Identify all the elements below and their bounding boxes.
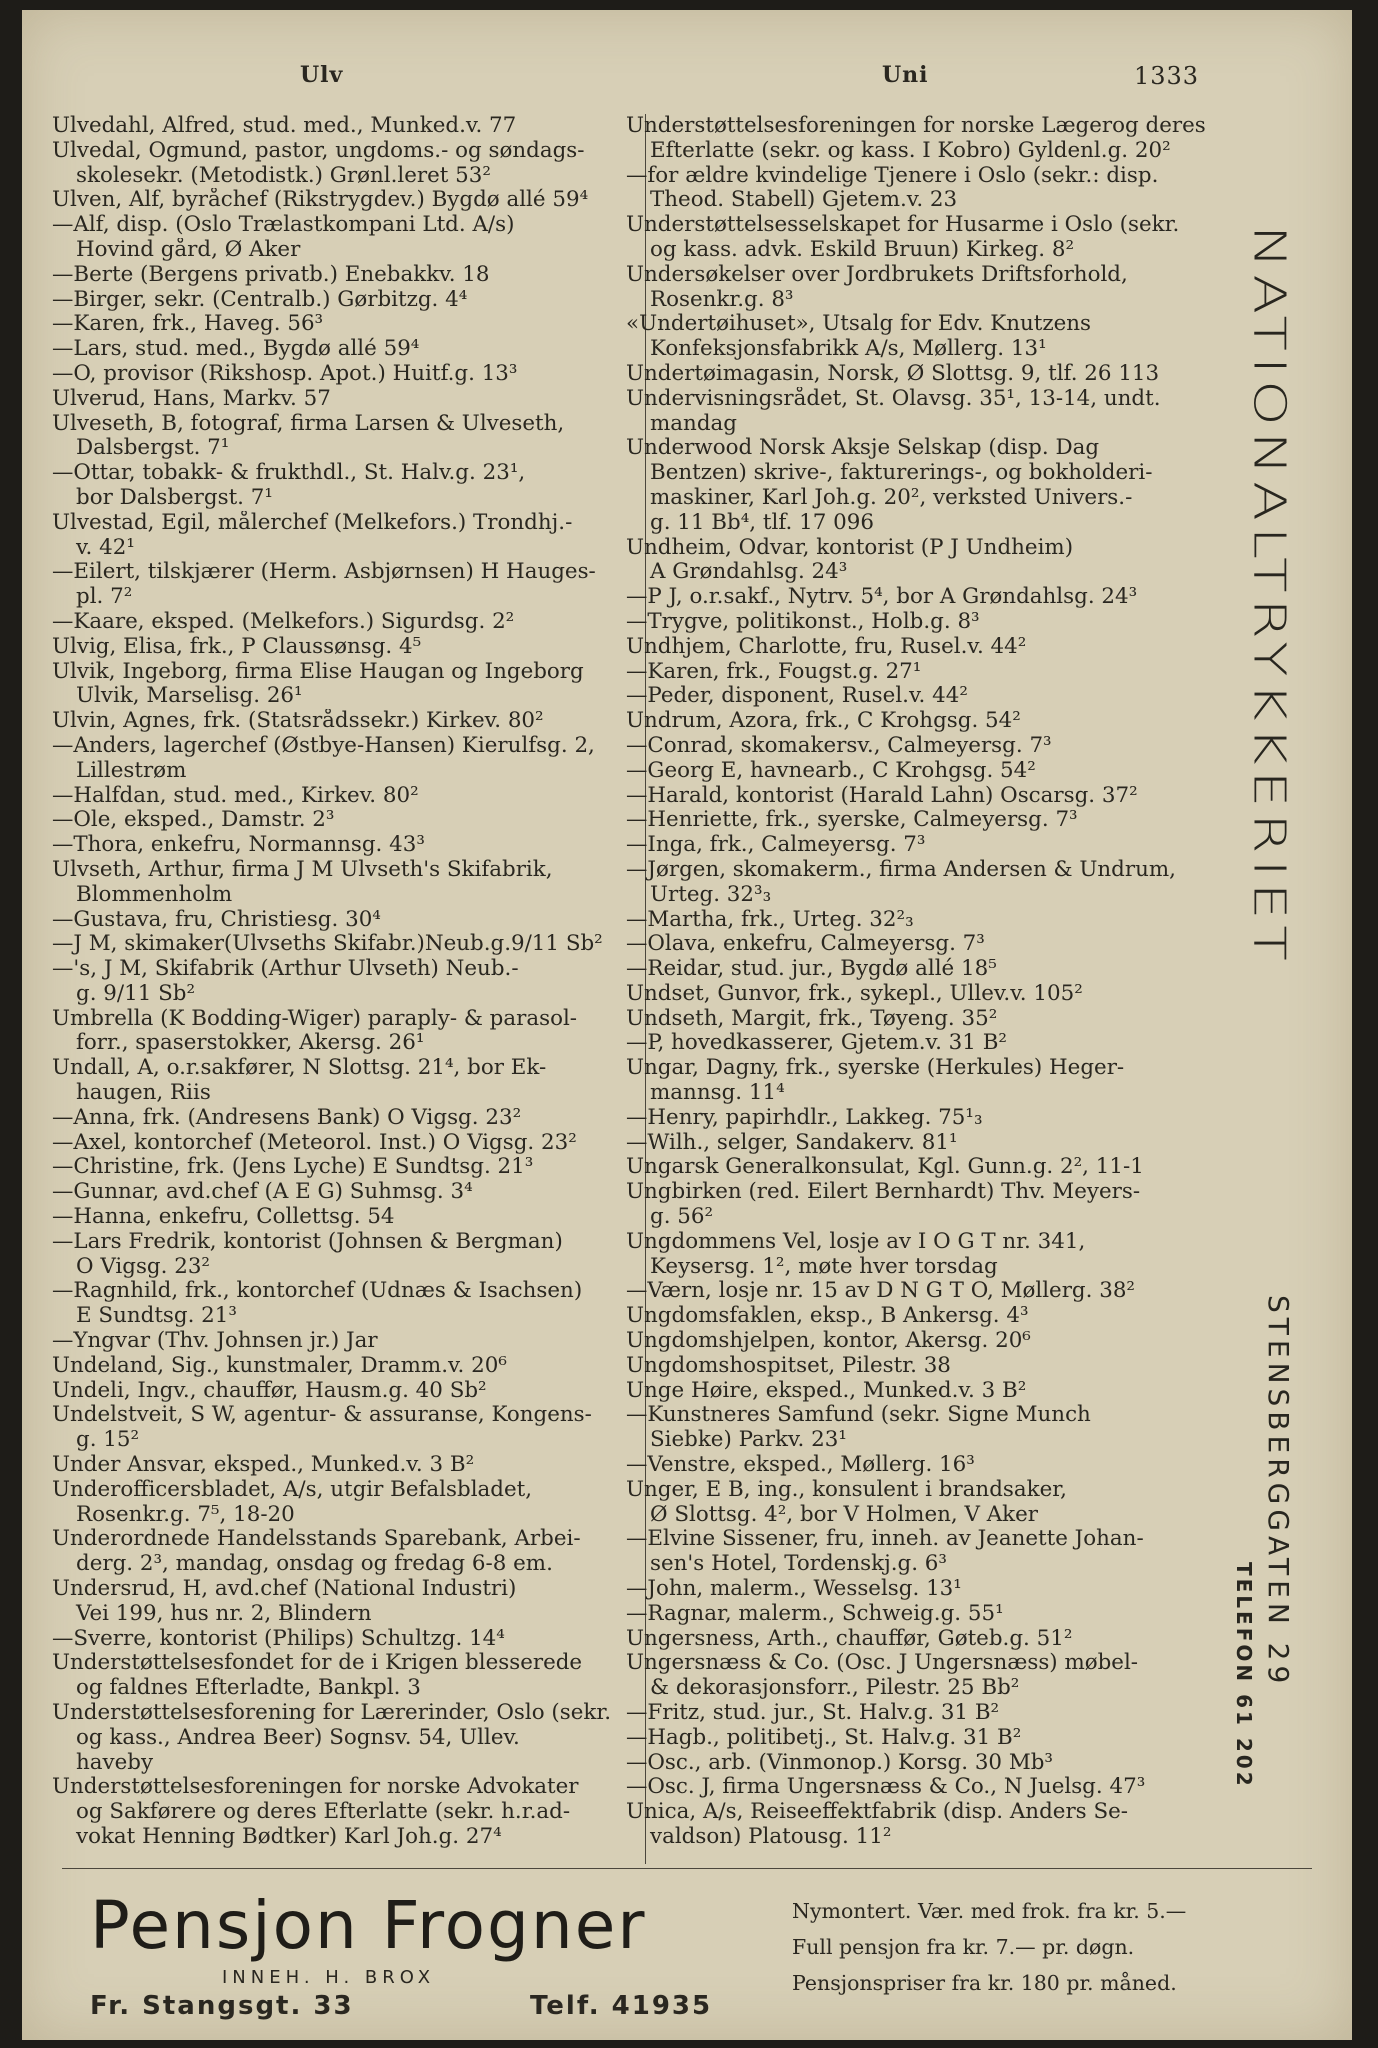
entry-line: Undeli, Ingv., chauffør, Hausm.g. 40 Sb² [52, 1378, 487, 1403]
entry-line: haveby [76, 1750, 154, 1775]
printer-phone-vertical: TELEFON 61 202 [1232, 1562, 1256, 1789]
advertisement [62, 1868, 1312, 2019]
entry-line: Rosenkr.g. 7⁵, 18-20 [76, 1502, 295, 1527]
directory-entry [626, 114, 1206, 164]
directory-entry [52, 734, 639, 784]
entry-line: Rosenkr.g. 8³ [650, 287, 794, 312]
directory-entry [52, 412, 639, 462]
directory-entry [52, 858, 639, 908]
directory-entry [626, 1056, 1206, 1106]
directory-entry [626, 436, 1206, 535]
entry-line: —Harald, kontorist (Harald Lahn) Oscarsg. 37² [626, 783, 1138, 808]
directory-entry [626, 1155, 1206, 1180]
directory-entry [52, 1577, 639, 1627]
entry-line: —Ragnhild, frk., kontorchef (Udnæs & Isachsen) [52, 1279, 583, 1304]
directory-entry [52, 1329, 639, 1354]
entry-line: Keysersg. 1², møte hver torsdag [650, 1254, 998, 1279]
directory-entry [626, 387, 1206, 437]
printer-name-vertical: NATIONALTRYKKERIET [1244, 225, 1295, 967]
printer-street-vertical: STENSBERGGATEN 29 [1262, 1295, 1295, 1689]
directory-entry [626, 1279, 1206, 1304]
entry-line: Blommenholm [76, 882, 233, 907]
directory-entry [626, 684, 1206, 709]
directory-entry [52, 1056, 639, 1106]
directory-entry [626, 833, 1206, 858]
entry-line: Ø Slottsg. 4², bor V Holmen, V Aker [650, 1502, 1039, 1527]
directory-entry [52, 784, 639, 809]
entry-line: —Trygve, politikonst., Holb.g. 8³ [626, 609, 980, 634]
entry-line: —Værn, losje nr. 15 av D N G T O, Møllerg. 38² [626, 1279, 1136, 1304]
directory-entry [626, 263, 1206, 313]
directory-entry [626, 1775, 1206, 1800]
directory-entry [52, 957, 639, 1007]
directory-entry [52, 1701, 639, 1775]
directory-entry [626, 1627, 1206, 1652]
entry-line: —O, provisor (Rikshosp. Apot.) Huitf.g. 13³ [52, 361, 518, 386]
ad-address: Fr. Stangsgt. 33 [90, 1991, 354, 2021]
directory-entry [52, 560, 639, 610]
entry-line: —Osc., arb. (Vinmonop.) Korsg. 30 Mb³ [626, 1750, 1054, 1775]
directory-entry [626, 1180, 1206, 1230]
directory-entry [626, 213, 1206, 263]
entry-line: Bentzen) skrive-, fakturerings-, og bokholderi- [650, 461, 1153, 486]
entry-line: Ulvin, Agnes, frk. (Statsrådssekr.) Kirkev. 80² [52, 709, 544, 734]
entry-line: —Lars Fredrik, kontorist (Johnsen & Bergman) [52, 1229, 563, 1254]
entry-line: Ulvedal, Ogmund, pastor, ungdoms.- og søndags- [52, 138, 585, 163]
entry-line: derg. 2³, mandag, onsdag og fredag 6-8 em. [76, 1552, 553, 1577]
entry-line: Unica, A/s, Reiseeffektfabrik (disp. Anders Se- [626, 1800, 1128, 1825]
entry-line: mannsg. 11⁴ [650, 1081, 785, 1106]
directory-entry [626, 908, 1206, 933]
entry-line: Ulvig, Elisa, frk., P Claussønsg. 4⁵ [52, 634, 422, 659]
directory-entry [626, 759, 1206, 784]
directory-entry [52, 1205, 639, 1230]
entry-line: —Lars, stud. med., Bygdø allé 59⁴ [52, 337, 420, 362]
directory-entry [626, 1478, 1206, 1528]
directory-entry [52, 908, 639, 933]
entry-line: Under Ansvar, eksped., Munked.v. 3 B² [52, 1453, 475, 1478]
entry-line: —Eilert, tilskjærer (Herm. Asbjørnsen) H Hauges- [52, 560, 596, 585]
entry-line: Undseth, Margit, frk., Tøyeng. 35² [626, 1006, 998, 1031]
entry-line: Undelstveit, S W, agentur- & assuranse, Kongens- [52, 1403, 592, 1428]
entry-line: Ungersness, Arth., chauffør, Gøteb.g. 51² [626, 1626, 1073, 1651]
entry-line: g. 56² [650, 1205, 714, 1230]
directory-entry [52, 1155, 639, 1180]
directory-entry [52, 139, 639, 189]
directory-entry [52, 1279, 639, 1329]
entry-line: Undall, A, o.r.sakfører, N Slottsg. 21⁴, bor Ek- [52, 1056, 547, 1081]
entry-line: —Kaare, eksped. (Melkefors.) Sigurdsg. 2² [52, 609, 515, 634]
entry-line: sen's Hotel, Tordenskj.g. 6³ [650, 1552, 947, 1577]
entry-line: Vei 199, hus nr. 2, Blindern [76, 1601, 372, 1626]
ad-rate-line: Nymontert. Vær. med frok. fra kr. 5.— [792, 1899, 1187, 1923]
directory-entry [52, 1651, 639, 1701]
entry-line: Ungarsk Generalkonsulat, Kgl. Gunn.g. 2², 11-1 [626, 1155, 1144, 1180]
directory-entry [52, 1453, 639, 1478]
entry-line: Undset, Gunvor, frk., sykepl., Ullev.v. 105² [626, 981, 1083, 1006]
entry-line: Ungersnæss & Co. (Osc. J Ungersnæss) møbel- [626, 1651, 1139, 1676]
directory-entry [626, 932, 1206, 957]
entry-line: Ulven, Alf, byråchef (Rikstrygdev.) Bygdø allé 59⁴ [52, 188, 589, 213]
directory-entry [52, 1403, 639, 1453]
entry-line: Undervisningsrådet, St. Olavsg. 35¹, 13-14, undt. [626, 386, 1161, 411]
entry-line: bor Dalsbergst. 7¹ [76, 485, 273, 510]
header-left-keyword: Ulv [300, 62, 344, 88]
directory-entry [626, 1379, 1206, 1404]
entry-line: og kass., Andrea Beer) Sognsv. 54, Ullev. [76, 1725, 520, 1750]
entry-line: Undheim, Odvar, kontorist (P J Undheim) [626, 535, 1074, 560]
entry-line: Ungar, Dagny, frk., syerske (Herkules) Heger- [626, 1056, 1125, 1081]
entry-line: v. 42¹ [76, 535, 135, 560]
entry-line: Dalsbergst. 7¹ [76, 436, 230, 461]
directory-entry [52, 932, 639, 957]
directory-entry [626, 957, 1206, 982]
entry-line: —Yngvar (Thv. Johnsen jr.) Jar [52, 1329, 378, 1354]
page-number: 1333 [1134, 62, 1200, 90]
entry-line: Undersøkelser over Jordbrukets Driftsforhold, [626, 262, 1128, 287]
entry-line: —Conrad, skomakersv., Calmeyersg. 7³ [626, 733, 1052, 758]
directory-entry [626, 610, 1206, 635]
left-column [52, 114, 646, 1864]
entry-line: —Inga, frk., Calmeyersg. 7³ [626, 833, 926, 858]
entry-line: Ungdomsfaklen, eksp., B Ankersg. 4³ [626, 1304, 1029, 1329]
directory-entry [52, 1131, 639, 1156]
ad-phone: Telf. 41935 [530, 1991, 713, 2021]
entry-line: «Undertøihuset», Utsalg for Edv. Knutzens [626, 312, 1092, 337]
directory-entry [626, 164, 1206, 214]
entry-line: —Thora, enkefru, Normannsg. 43³ [52, 833, 425, 858]
directory-entry [52, 1527, 639, 1577]
entry-line: —Peder, disponent, Rusel.v. 44² [626, 684, 968, 709]
directory-entry [626, 1651, 1206, 1701]
entry-line: —Birger, sekr. (Centralb.) Gørbitzg. 4⁴ [52, 287, 468, 312]
entry-line: Ulvedahl, Alfred, stud. med., Munked.v. 77 [52, 114, 517, 138]
entry-line: —Osc. J, firma Ungersnæss & Co., N Juelsg. 47³ [626, 1775, 1146, 1800]
directory-entry [626, 312, 1206, 362]
entry-line: —Henry, papirhdlr., Lakkeg. 75¹₃ [626, 1105, 983, 1130]
directory-entry [52, 288, 639, 313]
directory-entry [626, 734, 1206, 759]
entry-line: forr., spaserstokker, Akersg. 26¹ [76, 1031, 425, 1056]
entry-line: —Alf, disp. (Oslo Trælastkompani Ltd. A/s) [52, 213, 515, 238]
entry-line: valdson) Platousg. 11² [650, 1824, 892, 1849]
entry-line: og Sakførere og deres Efterlatte (sekr. h.r.ad- [76, 1800, 571, 1825]
entry-line: —J M, skimaker(Ulvseths Skifabr.)Neub.g.9/11 Sb² [52, 932, 603, 957]
directory-entry [626, 362, 1206, 387]
directory-entry [52, 114, 639, 139]
directory-entry [52, 263, 639, 288]
entry-line: —Axel, kontorchef (Meteorol. Inst.) O Vigsg. 23² [52, 1130, 577, 1155]
entry-line: Lillestrøm [76, 758, 187, 783]
entry-line: A Grøndahlsg. 24³ [650, 560, 848, 585]
entry-line: Understøttelsesforeningen for norske Lægerog deres [626, 114, 1206, 138]
header-right-keyword: Uni [882, 62, 929, 88]
directory-entry [52, 188, 639, 213]
entry-line: vokat Henning Bødtker) Karl Joh.g. 27⁴ [76, 1824, 502, 1849]
directory-entry [626, 1304, 1206, 1329]
entry-line: Ulvik, Ingeborg, firma Elise Haugan og Ingeborg [52, 659, 584, 684]
entry-line: Undhjem, Charlotte, fru, Rusel.v. 44² [626, 634, 1027, 659]
entry-line: skolesekr. (Metodistk.) Grønl.leret 53² [76, 163, 491, 188]
directory-entry [626, 1031, 1206, 1056]
directory-entry [626, 1800, 1206, 1850]
directory-entry [626, 858, 1206, 908]
entry-line: —P, hovedkasserer, Gjetem.v. 31 B² [626, 1031, 1007, 1056]
directory-entry [52, 1775, 639, 1849]
entry-line: Underofficersbladet, A/s, utgir Befalsbladet, [52, 1477, 533, 1502]
entry-line: Underordnede Handelsstands Sparebank, Arbei- [52, 1527, 581, 1552]
entry-line: —Hanna, enkefru, Collettsg. 54 [52, 1205, 395, 1230]
entry-line: —Sverre, kontorist (Philips) Schultzg. 14⁴ [52, 1626, 505, 1651]
entry-line: Underwood Norsk Aksje Selskap (disp. Dag [626, 436, 1100, 461]
directory-entry [52, 1354, 639, 1379]
directory-entry [52, 833, 639, 858]
entry-line: —Hagb., politibetj., St. Halv.g. 31 B² [626, 1725, 1022, 1750]
directory-entry [52, 387, 639, 412]
directory-entry [626, 1329, 1206, 1354]
directory-entry [626, 585, 1206, 610]
entry-line: Ungdomshospitset, Pilestr. 38 [626, 1353, 951, 1378]
entry-line: Understøttelsesselskapet for Husarme i Oslo (sekr. [626, 213, 1180, 238]
entry-line: —Olava, enkefru, Calmeyersg. 7³ [626, 932, 985, 957]
entry-line: Understøttelsesfondet for de i Krigen blesserede [52, 1651, 583, 1676]
directory-entry [626, 1131, 1206, 1156]
directory-entry [52, 461, 639, 511]
directory-entry [52, 660, 639, 710]
entry-line: Hovind gård, Ø Aker [76, 237, 301, 262]
entry-line: —Karen, frk., Haveg. 56³ [52, 312, 324, 337]
directory-entry [52, 337, 639, 362]
entry-line: & dekorasjonsforr., Pilestr. 25 Bb² [650, 1676, 1020, 1701]
directory-entry [626, 1453, 1206, 1478]
entry-line: Understøttelsesforeningen for norske Advokater [52, 1775, 579, 1800]
entry-line: g. 15² [76, 1428, 140, 1453]
entry-line: Efterlatte (sekr. og kass. I Kobro) Gyldenl.g. 20² [650, 138, 1171, 163]
directory-entry [52, 610, 639, 635]
entry-line: —Fritz, stud. jur., St. Halv.g. 31 B² [626, 1701, 1000, 1725]
entry-line: og faldnes Efterladte, Bankpl. 3 [76, 1676, 421, 1701]
entry-line: Unge Høire, eksped., Munked.v. 3 B² [626, 1378, 1027, 1403]
entry-line: maskiner, Karl Joh.g. 20², verksted Univers.- [650, 485, 1133, 510]
directory-entry [626, 1701, 1206, 1726]
entry-line: Ulveseth, B, fotograf, firma Larsen & Ulveseth, [52, 411, 565, 436]
entry-line: Siebke) Parkv. 23¹ [650, 1428, 847, 1453]
entry-line: —Wilh., selger, Sandakerv. 81¹ [626, 1130, 958, 1155]
entry-line: Ulvik, Marselisg. 26¹ [76, 684, 303, 709]
entry-line: haugen, Riis [76, 1081, 211, 1106]
directory-entry [52, 511, 639, 561]
directory-entry [626, 982, 1206, 1007]
entry-line: —Reidar, stud. jur., Bygdø allé 18⁵ [626, 957, 997, 982]
directory-entry [626, 709, 1206, 734]
directory-entry [52, 1106, 639, 1131]
entry-line: pl. 7² [76, 585, 133, 610]
entry-line: —Elvine Sissener, fru, inneh. av Jeanette Johan- [626, 1527, 1144, 1552]
directory-entry [52, 1180, 639, 1205]
ad-rate-line: Full pensjon fra kr. 7.— pr. døgn. [792, 1935, 1135, 1959]
entry-line: —Ottar, tobakk- & frukthdl., St. Halv.g. 23¹, [52, 461, 526, 486]
directory-entry [52, 1379, 639, 1404]
directory-entry [626, 1602, 1206, 1627]
directory-entry [626, 536, 1206, 586]
directory-entry [52, 1230, 639, 1280]
directory-entry [52, 312, 639, 337]
entry-line: Ungdomshjelpen, kontor, Akersg. 20⁶ [626, 1329, 1031, 1354]
entry-line: —Halfdan, stud. med., Kirkev. 80² [52, 783, 419, 808]
ad-rates [792, 1893, 1262, 2001]
entry-line: —Venstre, eksped., Møllerg. 16³ [626, 1453, 975, 1478]
entry-line: —Anna, frk. (Andresens Bank) O Vigsg. 23² [52, 1105, 522, 1130]
entry-line: —Ragnar, malerm., Schweig.g. 55¹ [626, 1601, 1004, 1626]
ad-owner: INNEH. H. BROX [222, 1967, 436, 1988]
directory-entry [52, 709, 639, 734]
entry-line: Undeland, Sig., kunstmaler, Dramm.v. 20⁶ [52, 1353, 507, 1378]
entry-line: —Karen, frk., Fougst.g. 27¹ [626, 659, 922, 684]
entry-line: g. 11 Bb⁴, tlf. 17 096 [650, 510, 874, 535]
directory-entry [52, 808, 639, 833]
directory-entry [52, 1627, 639, 1652]
entry-line: —Georg E, havnearb., C Krohgsg. 54² [626, 758, 1036, 783]
directory-entry [52, 213, 639, 263]
directory-entry [626, 1577, 1206, 1602]
entry-line: —for ældre kvindelige Tjenere i Oslo (sekr.: disp. [626, 163, 1159, 188]
entry-line: —'s, J M, Skifabrik (Arthur Ulvseth) Neub.- [52, 957, 519, 982]
directory-entry [626, 1527, 1206, 1577]
directory-entry [626, 784, 1206, 809]
entry-line: E Sundtsg. 21³ [76, 1304, 237, 1329]
entry-line: —Gunnar, avd.chef (A E G) Suhmsg. 3⁴ [52, 1180, 473, 1205]
directory-entry [626, 660, 1206, 685]
entry-line: Ungdommens Vel, losje av I O G T nr. 341, [626, 1229, 1086, 1254]
entry-line: Unger, E B, ing., konsulent i brandsaker, [626, 1477, 1067, 1502]
entry-line: Ulvestad, Egil, målerchef (Melkefors.) Trondhj.- [52, 510, 573, 535]
entry-line: Urteg. 32³₃ [650, 882, 772, 907]
directory-page [22, 10, 1352, 2040]
directory-entry [626, 808, 1206, 833]
directory-entry [626, 1007, 1206, 1032]
directory-entry [626, 1403, 1206, 1453]
directory-entry [52, 1007, 639, 1057]
right-column [622, 114, 1206, 1850]
entry-line: Theod. Stabell) Gjetem.v. 23 [650, 188, 958, 213]
entry-line: Ulvseth, Arthur, firma J M Ulvseth's Skifabrik, [52, 857, 553, 882]
directory-entry [626, 1354, 1206, 1379]
entry-line: —P J, o.r.sakf., Nytrv. 5⁴, bor A Grøndahlsg. 24³ [626, 585, 1138, 610]
directory-entry [52, 1478, 639, 1528]
entry-line: —Christine, frk. (Jens Lyche) E Sundtsg. 21³ [52, 1155, 534, 1180]
ad-title: Pensjon Frogner [90, 1887, 647, 1964]
entry-line: —Ole, eksped., Damstr. 2³ [52, 808, 335, 833]
entry-line: Understøttelsesforening for Lærerinder, Oslo (sekr. [52, 1701, 612, 1725]
entry-line: og kass. advk. Eskild Bruun) Kirkeg. 8² [650, 237, 1075, 262]
entry-line: Ungbirken (red. Eilert Bernhardt) Thv. Meyers- [626, 1180, 1141, 1205]
entry-line: Undrum, Azora, frk., C Krohgsg. 54² [626, 709, 1021, 734]
directory-entry [626, 1726, 1206, 1751]
directory-entry [626, 1230, 1206, 1280]
entry-line: —Martha, frk., Urteg. 32²₃ [626, 907, 914, 932]
entry-line: Ulverud, Hans, Markv. 57 [52, 386, 331, 411]
entry-line: Konfeksjonsfabrikk A/s, Møllerg. 13¹ [650, 337, 1047, 362]
directory-entry [52, 362, 639, 387]
entry-line: —Berte (Bergens privatb.) Enebakkv. 18 [52, 262, 490, 287]
directory-entry [626, 1751, 1206, 1776]
directory-entry [626, 635, 1206, 660]
entry-line: Umbrella (K Bodding-Wiger) paraply- & parasol- [52, 1006, 578, 1031]
entry-line: g. 9/11 Sb² [76, 981, 196, 1006]
directory-entry [626, 1106, 1206, 1131]
entry-line: —Gustava, fru, Christiesg. 30⁴ [52, 907, 381, 932]
entry-line: —Henriette, frk., syerske, Calmeyersg. 7³ [626, 808, 1078, 833]
entry-line: Undersrud, H, avd.chef (National Industri) [52, 1577, 517, 1602]
entry-line: Undertøimagasin, Norsk, Ø Slottsg. 9, tlf. 26 113 [626, 361, 1160, 386]
entry-line: O Vigsg. 23² [76, 1254, 211, 1279]
ad-rate-line: Pensjonspriser fra kr. 180 pr. måned. [792, 1971, 1177, 1995]
entry-line: —John, malerm., Wesselsg. 13¹ [626, 1577, 962, 1602]
entry-line: —Jørgen, skomakerm., firma Andersen & Undrum, [626, 857, 1176, 882]
entry-line: mandag [650, 411, 737, 436]
entry-line: —Anders, lagerchef (Østbye-Hansen) Kierulfsg. 2, [52, 733, 595, 758]
entry-line: —Kunstneres Samfund (sekr. Signe Munch [626, 1403, 1091, 1428]
directory-entry [52, 635, 639, 660]
